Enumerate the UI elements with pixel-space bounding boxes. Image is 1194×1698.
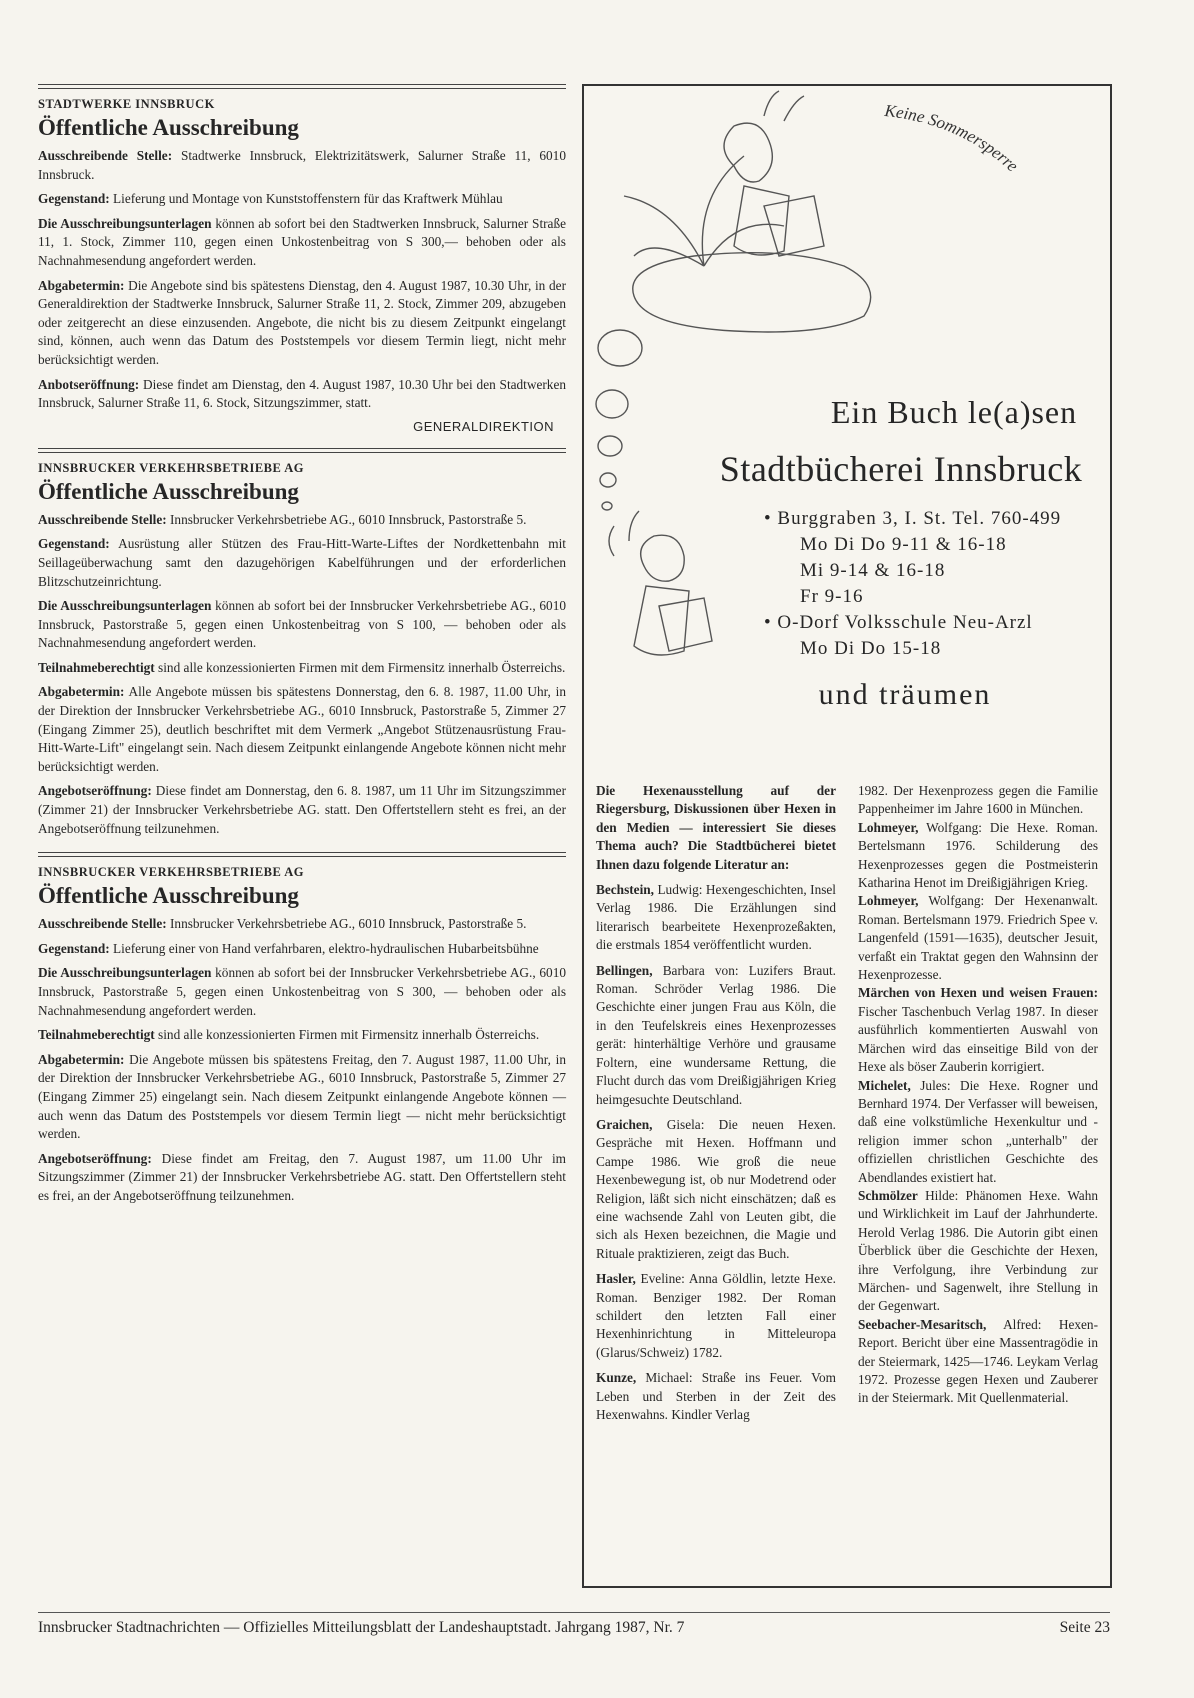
signature: GENERALDIREKTION [413, 418, 554, 434]
tender-org: STADTWERKE INNSBRUCK [38, 97, 215, 111]
literature-entry: Hasler, Eveline: Anna Göldlin, letzte Hexe. Roman. Benziger 1982. Der Roman schildert den letzten Fall einer Hexenhinrichtung in Mitteleuropa (Glarus/Schweiz) 1782. [596, 1271, 836, 1360]
footer-publication: Innsbrucker Stadtnachrichten — Offizielles Mitteilungsblatt der Landeshauptstadt. Jahrgang 1987, Nr. 7 [38, 1619, 685, 1636]
hours-line: Mo Di Do 9-11 & 16-18 [800, 534, 1007, 555]
tender-paragraph: Angebotseröffnung: Diese findet am Donnerstag, den 6. 8. 1987, um 11 Uhr im Sitzungszimmer (Zimmer 21) der Innsbrucker Verkehrsbetriebe AG. statt. Den Offertstellern steht es frei, an der Angebotseröffnung teilzunehmen. [38, 783, 566, 836]
literature-entry: Märchen von Hexen und weisen Frauen: Fischer Taschenbuch Verlag 1987. In dieser ausführlich kommentierten Auswahl von Märchen wird das einseitige Bild von der Hexe als böser Zauberin korrigiert. [858, 985, 1098, 1075]
ad-library-name: Stadtbücherei Innsbruck [719, 449, 1083, 489]
tender-paragraph: Gegenstand: Ausrüstung aller Stützen des Frau-Hitt-Warte-Liftes der Nordkettenbahn mit Seillageüberwachung samt den dazugehörigen Kabelführungen und der erforderlichen Blitzschutzeinrichtung. [38, 536, 566, 589]
tender-paragraph: Gegenstand: Lieferung und Montage von Kunststoffenstern für das Kraftwerk Mühlau [38, 191, 503, 207]
address-line: • O-Dorf Volksschule Neu-Arzl [764, 612, 1033, 633]
literature-entry: 1982. Der Hexenprozess gegen die Familie Pappenheimer im Jahre 1600 in München. [858, 783, 1098, 817]
literature-entry: Bellingen, Barbara von: Luzifers Braut. Roman. Schröder Verlag 1986. Die Geschichte einer jungen Frau aus Köln, die in den Teufelskreis eines Hexenprozesses gerät: hinterhältige Verhöre und grausame Foltern, eine wundersame Rettung, die Flucht durch das vom Dreißigjährigen Krieg heimgesuchte Deutschland. [596, 962, 837, 1107]
tender-section-1 [38, 84, 566, 434]
island-drawing [624, 91, 871, 332]
tender-paragraph: Teilnahmeberechtigt sind alle konzessionierten Firmen mit dem Firmensitz innerhalb Österreichs. [38, 659, 566, 675]
tender-column [38, 84, 566, 1220]
tender-paragraph: Abgabetermin: Alle Angebote müssen bis spätestens Donnerstag, den 6. 8. 1987, 11.00 Uhr, in der Direktion der Innsbrucker Verkehrsbetriebe AG., 6010 Innsbruck, Pastorstraße 5, Zimmer 27 (Eingang Zimmer 25), deutlich beschriftet mit dem Vermerk „Angebot Stützenausrüstung Frau-Hitt-Warte-Lift" eingelangt sein. Nach diesem Zeitpunkt einlangende Angebote können nicht mehr berücksichtigt werden. [38, 684, 566, 774]
page-footer [38, 1612, 1110, 1637]
tender-headline: Öffentliche Ausschreibung [38, 478, 299, 504]
section-rule [38, 84, 566, 89]
literature-intro: Die Hexenausstellung auf der Riegersburg, Diskussionen über Hexen in den Medien — interessiert Sie dieses Thema auch? Die Stadtbücherei bietet Ihnen dazu folgende Literatur an: [596, 783, 836, 872]
section-rule [38, 448, 566, 453]
small-reader-drawing [609, 511, 712, 655]
tender-paragraph: Angebotseröffnung: Diese findet am Freitag, den 7. August 1987, um 11.00 Uhr im Sitzungszimmer (Zimmer 21) der Innsbrucker Verkehrsbetriebe AG. statt. Den Offertstellern steht es frei, an der Angebotseröffnung teilzunehmen. [38, 1150, 567, 1203]
literature-entry: Michelet, Jules: Die Hexe. Rogner und Bernhard 1974. Der Verfasser will beweisen, daß eine volkstümliche Hexenkultur und -religion immer schon „unterhalb" der offiziellen christlichen Geschichte des Abendlandes existiert hat. [858, 1077, 1098, 1185]
tender-paragraph: Die Ausschreibungsunterlagen können ab sofort bei den Stadtwerken Innsbruck, Salurner Straße 11, 1. Stock, Zimmer 110, gegen einen Unkostenbeitrag von S 300,— behoben oder als Nachnahmesendung angefordert werden. [38, 215, 567, 268]
literature-column-1 [596, 782, 836, 1431]
tender-paragraph: Abgabetermin: Die Angebote müssen bis spätestens Freitag, den 7. August 1987, 11.00 Uhr, in der Direktion der Innsbrucker Verkehrsbetriebe AG., 6010 Innsbruck, Pastorstraße 5, Zimmer 27 (Eingang Zimmer 25) eingelangt sein. Nach diesem Zeitpunkt einlangende Angebote können — auch wenn das Datum des Poststempels vor diesem Termin liegt — nicht mehr berücksichtigt werden. [38, 1051, 566, 1142]
hours-line: Fr 9-16 [800, 586, 864, 607]
tender-paragraph: Ausschreibende Stelle: Stadtwerke Innsbruck, Elektrizitätswerk, Salurner Straße 11, 6010 Innsbruck. [38, 148, 566, 182]
tender-paragraph: Anbotseröffnung: Diese findet am Dienstag, den 4. August 1987, 10.30 Uhr bei den Stadtwerken Innsbruck, Salurner Straße 11, 6. Stock, Sitzungszimmer, statt. [38, 376, 567, 411]
tender-paragraph: Ausschreibende Stelle: Innsbrucker Verkehrsbetriebe AG., 6010 Innsbruck, Pastorstraße 5. [38, 916, 527, 932]
tender-section-2 [38, 448, 566, 839]
tender-paragraph: Abgabetermin: Die Angebote sind bis spätestens Dienstag, den 4. August 1987, 10.30 Uhr, in der Generaldirektion der Stadtwerke Innsbruck, Salurner Straße 11, 2. Stock, Zimmer 209, abzugeben oder zeitgerecht an diese einzusenden. Angebote, die nicht bis zu diesem Zeitpunkt eingelangt sind, können, auch wenn das Datum des Poststempels vor diesem Termin liegt, nicht mehr berücksichtigt werden. [38, 277, 567, 367]
thought-bubbles [596, 330, 642, 510]
library-addresses [764, 506, 1094, 662]
tender-paragraph: Gegenstand: Lieferung einer von Hand verfahrbaren, elektro-hydraulischen Hubarbeitsbühne [38, 940, 539, 956]
library-ad-box [582, 84, 1112, 1588]
literature-entry: Lohmeyer, Wolfgang: Die Hexe. Roman. Bertelsmann 1976. Schilderung des Hexenprozesses gegen die Postmeisterin Katharina Henot im Dreißigjährigen Krieg. [858, 819, 1098, 891]
tender-org: INNSBRUCKER VERKEHRSBETRIEBE AG [38, 460, 305, 475]
curve-text: Keine Sommersperre [883, 101, 1022, 176]
tender-paragraph: Die Ausschreibungsunterlagen können ab sofort bei der Innsbrucker Verkehrsbetriebe AG., 6010 Innsbruck, Pastorstraße 5, gegen einen Unkostenbeitrag von S 100, — behoben oder als Nachnahmesendung angefordert werden. [38, 598, 566, 651]
ad-line-3: und träumen [818, 678, 992, 711]
literature-entry: Bechstein, Ludwig: Hexengeschichten, Insel Verlag 1986. Die Erzählungen sind literarisch bearbeitete Hexenprozeßakten, die erstmals 1854 veröffentlicht wurden. [596, 882, 836, 953]
section-rule [38, 852, 566, 857]
literature-entry: Lohmeyer, Wolfgang: Der Hexenanwalt. Roman. Bertelsmann 1979. Friedrich Spee v. Langenfeld (1591—1635), deutscher Jesuit, verfaßt ein Traktat gegen den Wahnsinn der Hexenprozesse. [858, 893, 1098, 983]
tender-paragraph: Die Ausschreibungsunterlagen können ab sofort bei der Innsbrucker Verkehrsbetriebe AG., 6010 Innsbruck, Pastorstraße 5, gegen einen Unkostenbeitrag von S 300, — behoben oder als Nachnahmesendung angefordert werden. [38, 965, 566, 1018]
literature-entry: Seebacher-Mesaritsch, Alfred: Hexen-Report. Bericht über eine Massentragödie in der Steiermark, 1425—1746. Leykam Verlag 1972. Prozesse gegen Hexen und Zauberer in der Steiermark. Mit Quellenmaterial. [858, 1316, 1099, 1406]
literature-entry: Kunze, Michael: Straße ins Feuer. Vom Leben und Sterben in der Zeit des Hexenwahns. Kindler Verlag [596, 1370, 836, 1422]
tender-headline: Öffentliche Ausschreibung [38, 883, 299, 909]
tender-paragraph: Ausschreibende Stelle: Innsbrucker Verkehrsbetriebe AG., 6010 Innsbruck, Pastorstraße 5. [38, 511, 527, 527]
footer-page-number: Seite 23 [1059, 1619, 1110, 1636]
tender-paragraph: Teilnahmeberechtigt sind alle konzessionierten Firmen mit Firmensitz innerhalb Österreichs. [38, 1027, 540, 1043]
literature-entry: Schmölzer Hilde: Phänomen Hexe. Wahn und Wirklichkeit im Lauf der Jahrhunderte. Herold Verlag 1986. Die Autorin gibt einen Überblick über die Geschichte der Hexen, ihre Verfolgung, ihre Verbindung zur Märchen- und Sagenwelt, ihre Stellung in der Gegenwart. [858, 1187, 1098, 1314]
tender-section-3 [38, 852, 566, 1205]
literature-entry: Graichen, Gisela: Die neuen Hexen. Gespräche mit Hexen. Hoffmann und Campe 1986. Wie groß die neue Hexenbewegung ist, ob nur Modetrend oder Religion, läßt sich nicht einschätzen; daß es eine wachsende Zahl von Leuten gibt, die sich als Hexen bezeichnen, die Magie und Rituale praktizieren, zeigt das Buch. [596, 1116, 836, 1261]
ad-line-1: Ein Buch le(a)sen [830, 394, 1078, 430]
address-line: • Burggraben 3, I. St. Tel. 760-499 [764, 508, 1062, 529]
tender-headline: Öffentliche Ausschreibung [38, 115, 299, 140]
hours-line: Mi 9-14 & 16-18 [800, 560, 946, 581]
hours-line: Mo Di Do 15-18 [800, 638, 942, 659]
tender-org: INNSBRUCKER VERKEHRSBETRIEBE AG [38, 865, 305, 880]
literature-column-2 [858, 782, 1098, 1408]
